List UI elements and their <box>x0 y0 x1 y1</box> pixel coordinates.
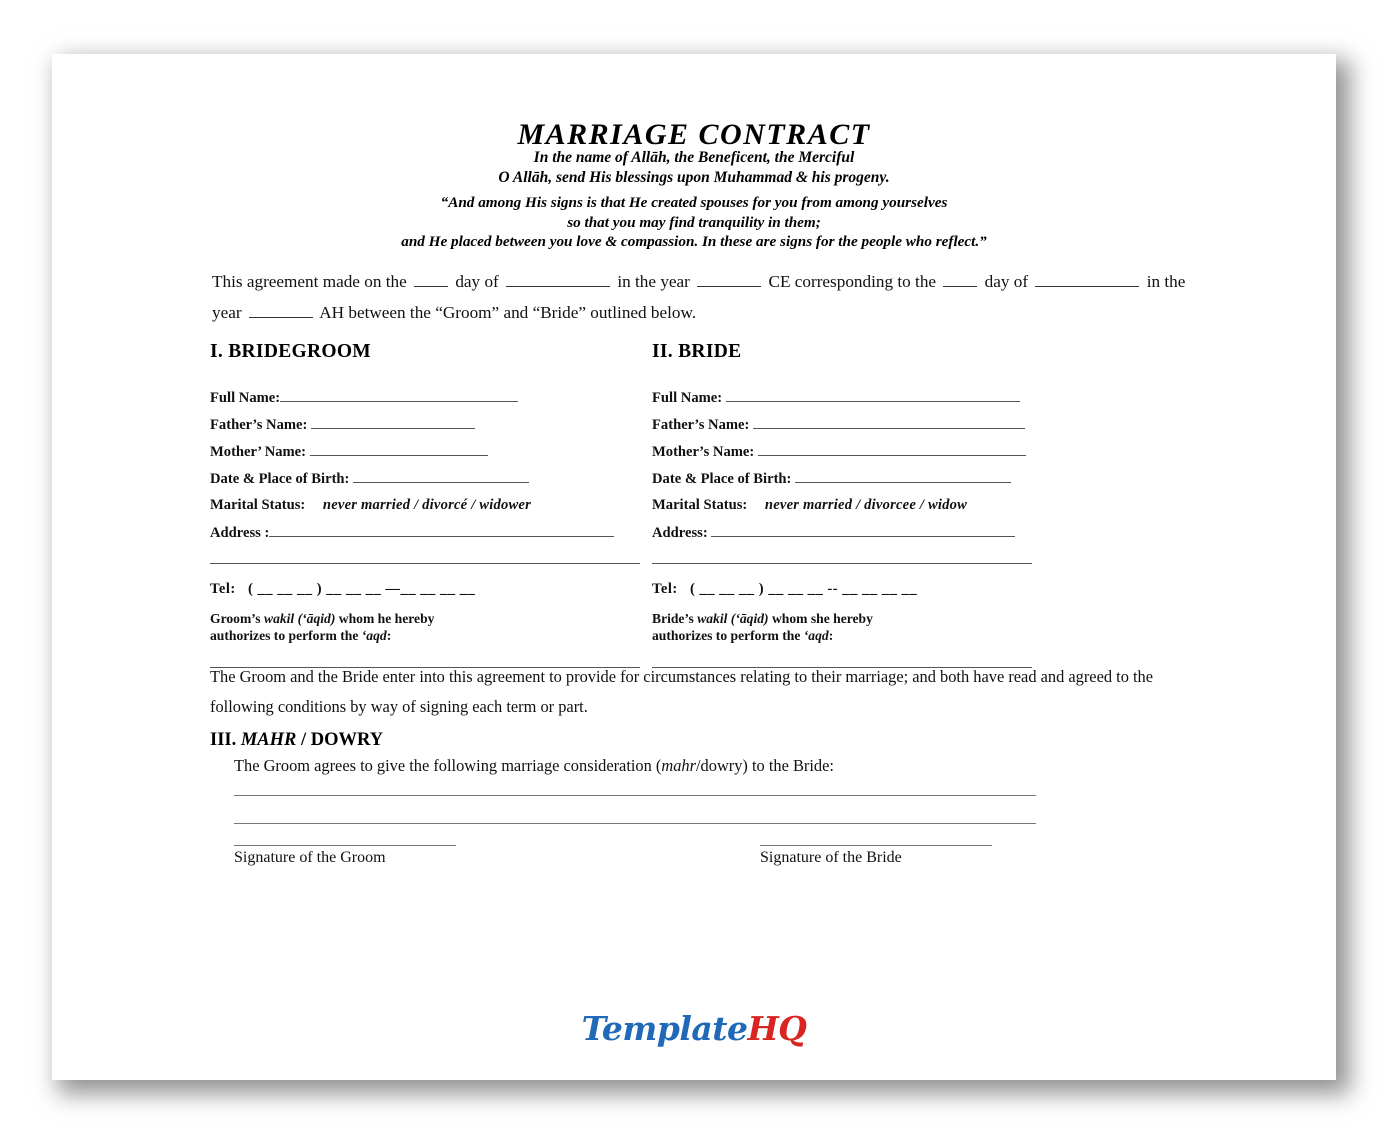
intro-seg-1: This agreement made on the <box>212 272 407 291</box>
groom-address-label: Address : <box>210 525 270 541</box>
intro-month-blank[interactable] <box>506 272 610 287</box>
bride-address-label: Address: <box>652 525 708 541</box>
bride-fields <box>652 389 1032 668</box>
bride-full-name-label: Full Name: <box>652 390 723 406</box>
bride-marital-status-row <box>652 497 1032 524</box>
bride-full-name-input[interactable] <box>726 389 1020 402</box>
mahr-input-line-1[interactable] <box>234 794 1036 796</box>
groom-full-name-input[interactable] <box>280 389 518 402</box>
section-heading-bride: II. BRIDE <box>652 341 742 362</box>
groom-address-row-2 <box>210 551 640 581</box>
quran-quote-block <box>52 193 1336 252</box>
bride-wakil-note <box>652 611 1032 644</box>
groom-signature-label: Signature of the Groom <box>234 849 386 866</box>
logo-text-primary: Template <box>581 1009 748 1048</box>
bride-full-name-row <box>652 389 1032 416</box>
bride-aqd-term: ʻaqd <box>803 627 829 643</box>
bride-mothers-name-row <box>652 443 1032 470</box>
groom-tel-input[interactable]: ( __ __ __ ) __ __ __ —__ __ __ __ <box>247 581 476 597</box>
bride-fathers-name-input[interactable] <box>753 416 1025 429</box>
bride-address-input-line2[interactable] <box>652 551 1032 564</box>
groom-fathers-name-row <box>210 416 640 443</box>
intro-seg-2: day of <box>455 272 499 291</box>
groom-mothers-name-input[interactable] <box>310 443 488 456</box>
intro-seg-7: in the year <box>212 272 1186 322</box>
bride-tel-row <box>652 581 1032 609</box>
groom-full-name-label: Full Name: <box>210 390 281 406</box>
bride-aqd-pre: authorizes to perform the <box>652 627 804 643</box>
bride-wakil-pre: Bride’s <box>652 611 698 626</box>
bride-address-input-line1[interactable] <box>711 524 1015 537</box>
bride-wakil-line-1 <box>652 611 1032 628</box>
mahr-intro-pre: The Groom agrees to give the following marriage consideration ( <box>234 756 662 775</box>
bride-dob-label: Date & Place of Birth: <box>652 471 792 487</box>
intro-seg-6: of <box>1013 272 1029 291</box>
invocation-block <box>52 148 1336 187</box>
mahr-heading-rest: / DOWRY <box>296 730 384 750</box>
groom-address-input-line2[interactable] <box>210 551 640 564</box>
bride-tel-label: Tel: <box>652 581 678 597</box>
groom-dob-row <box>210 470 640 497</box>
groom-address-row <box>210 524 640 551</box>
bride-fathers-name-row <box>652 416 1032 443</box>
bride-wakil-line-2 <box>652 628 1032 645</box>
bride-dob-row <box>652 470 1032 497</box>
intro-day-ah-blank[interactable] <box>943 272 977 287</box>
groom-dob-label: Date & Place of Birth: <box>210 471 350 487</box>
groom-signature-block <box>234 844 456 867</box>
intro-year-ce-blank[interactable] <box>697 272 761 287</box>
groom-mothers-name-label: Mother’ Name: <box>210 444 307 460</box>
groom-dob-input[interactable] <box>353 470 529 483</box>
groom-wakil-post: whom he hereby <box>335 611 435 626</box>
quote-line-1: “And among His signs is that He created spouses for you from among yourselves <box>440 194 948 211</box>
groom-wakil-line-1 <box>210 611 640 628</box>
agreement-intro-paragraph <box>212 266 1200 328</box>
groom-aqd-pre: authorizes to perform the <box>210 627 362 643</box>
groom-fathers-name-label: Father’s Name: <box>210 417 308 433</box>
groom-tel-row <box>210 581 640 609</box>
mahr-heading-number: III. <box>210 730 241 750</box>
bride-mothers-name-input[interactable] <box>758 443 1026 456</box>
groom-aqd-post: : <box>386 627 392 643</box>
groom-fathers-name-input[interactable] <box>311 416 475 429</box>
bride-address-row-2 <box>652 551 1032 581</box>
intro-month-ah-blank[interactable] <box>1035 272 1139 287</box>
bride-wakil-post: whom she hereby <box>768 611 873 626</box>
document-page <box>52 54 1336 1080</box>
groom-wakil-note <box>210 611 640 644</box>
logo-text-secondary: HQ <box>747 1009 807 1048</box>
bride-tel-input[interactable]: ( __ __ __ ) __ __ __ -- __ __ __ __ <box>689 581 918 597</box>
groom-wakil-line-2 <box>210 628 640 645</box>
section-heading-mahr-dowry <box>210 730 383 751</box>
page-title: MARRIAGE CONTRACT <box>517 118 871 151</box>
groom-full-name-row <box>210 389 640 416</box>
bride-fathers-name-label: Father’s Name: <box>652 417 750 433</box>
intro-seg-4: CE corresponding to the <box>768 272 937 291</box>
bride-address-row <box>652 524 1032 551</box>
mahr-intro-line <box>234 756 834 776</box>
bride-aqd-post: : <box>828 627 834 643</box>
groom-marital-status-options[interactable]: never married / divorcé / widower <box>322 497 531 513</box>
groom-mothers-name-row <box>210 443 640 470</box>
invocation-line-1: In the name of Allāh, the Beneficent, the Merciful <box>533 149 855 166</box>
bridegroom-fields <box>210 389 640 668</box>
intro-seg-5: day <box>984 272 1010 291</box>
groom-aqd-term: ʻaqd <box>361 627 387 643</box>
page-content <box>52 54 1336 1080</box>
mahr-intro-term: mahr <box>661 756 696 775</box>
mahr-intro-post: /dowry) to the Bride: <box>696 756 834 775</box>
intro-seg-3: in the year <box>617 272 690 291</box>
intro-day-blank[interactable] <box>414 272 448 287</box>
groom-wakil-pre: Groom’s <box>210 611 264 626</box>
section-heading-bridegroom: I. BRIDEGROOM <box>210 341 371 362</box>
groom-marital-status-label: Marital Status: <box>210 497 306 513</box>
invocation-line-2: O Allāh, send His blessings upon Muhammad & his progeny. <box>498 168 890 186</box>
quote-line-2: so that you may find tranquility in them; <box>567 213 821 231</box>
mahr-heading-term: MAHR <box>240 730 297 750</box>
groom-address-input-line1[interactable] <box>269 524 614 537</box>
quote-line-3: and He placed between you love & compassion. In these are signs for the people who reflect.” <box>401 233 987 250</box>
bride-marital-status-label: Marital Status: <box>652 497 748 513</box>
bride-mothers-name-label: Mother’s Name: <box>652 444 755 460</box>
templatehq-logo <box>52 1009 1336 1048</box>
bride-signature-label: Signature of the Bride <box>760 849 902 866</box>
agreement-body-paragraph: The Groom and the Bride enter into this agreement to provide for circumstances relating to their marriage; and both have read and agreed to the following conditions by way of signing each term or part. <box>210 667 1154 716</box>
intro-year-ah-blank[interactable] <box>249 303 313 318</box>
groom-wakil-term: wakil (ʻāqid) <box>264 611 336 626</box>
groom-marital-status-row <box>210 497 640 524</box>
mahr-input-line-2[interactable] <box>234 822 1036 824</box>
bride-dob-input[interactable] <box>795 470 1011 483</box>
intro-seg-8: AH between the “Groom” and “Bride” outlined below. <box>319 303 697 322</box>
groom-tel-label: Tel: <box>210 581 236 597</box>
bride-wakil-term: wakil (ʻāqid) <box>697 611 769 626</box>
bride-marital-status-options[interactable]: never married / divorcee / widow <box>764 497 968 513</box>
bride-signature-block <box>760 844 992 867</box>
